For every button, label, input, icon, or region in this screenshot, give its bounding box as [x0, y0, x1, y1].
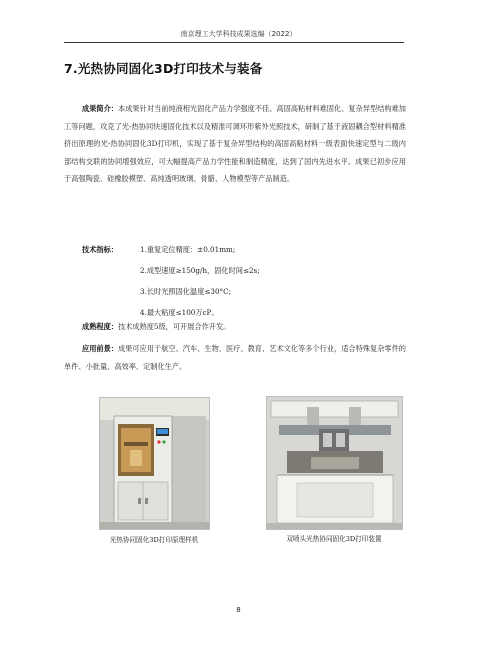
prospects-text: 成果可应用于航空、汽车、生物、医疗、教育、艺术文化等多个行业，适合特殊复杂零件的单件、小批量、高效率、定制化生产。 — [64, 344, 406, 371]
summary-paragraph — [64, 100, 406, 188]
spec-item: 3.长时光照固化温度≤30°C; — [140, 287, 232, 296]
figure-1-caption: 光热协同固化3D打印原理样机 — [109, 536, 199, 544]
prospects-paragraph — [64, 340, 406, 375]
section-title: 7.光热协同固化3D打印技术与装备 — [64, 61, 263, 76]
header-rule — [64, 42, 404, 43]
summary-text: 本成果针对当前纯液相光固化产品力学强度不佳、高固高粘材料难固化、复杂异型结构难加工等问题，攻克了光-热协同快速固化技术以及精准可调环形紫外光照技术，研制了基于液固耦合型材料精准挤出原理的光-热协同固化3D打印机，实现了基于复杂异型结构的高固高粘材料一级表面快速定型与二级内部结构交联的协同增强效应，可大幅提高产品力学性能和制造精度，达到了国内先进水平。成果已初步应用于高强陶瓷、硅橡胶模塑、高纯透明玻璃、骨骼、人物模型等产品制造。 — [64, 104, 406, 183]
specs-label-wrap — [82, 241, 118, 259]
dual-nozzle-device-photo — [266, 396, 403, 530]
spec-item: 4.最大粘度≤100万cP。 — [140, 308, 219, 317]
maturity-text: 技术成熟度5级，可开展合作开发。 — [117, 322, 231, 331]
prospects-label: 应用前景： — [82, 344, 119, 353]
spec-item: 1.重复定位精度：±0.01mm; — [140, 245, 236, 254]
specs-list — [140, 241, 260, 325]
summary-label: 成果简介： — [82, 104, 119, 113]
specs-label: 技术指标： — [82, 245, 118, 254]
figure-2-caption: 双喷头光热协同固化3D打印装置 — [286, 535, 382, 543]
spec-item: 2.成型速度≥150g/h，固化时间≤2s; — [140, 266, 260, 275]
maturity-paragraph — [64, 318, 406, 336]
maturity-label: 成熟程度： — [82, 322, 118, 331]
running-header: 南京理工大学科技成果选编（2022） — [180, 30, 297, 38]
page-number: 8 — [236, 606, 241, 614]
prototype-machine-photo — [99, 397, 210, 530]
